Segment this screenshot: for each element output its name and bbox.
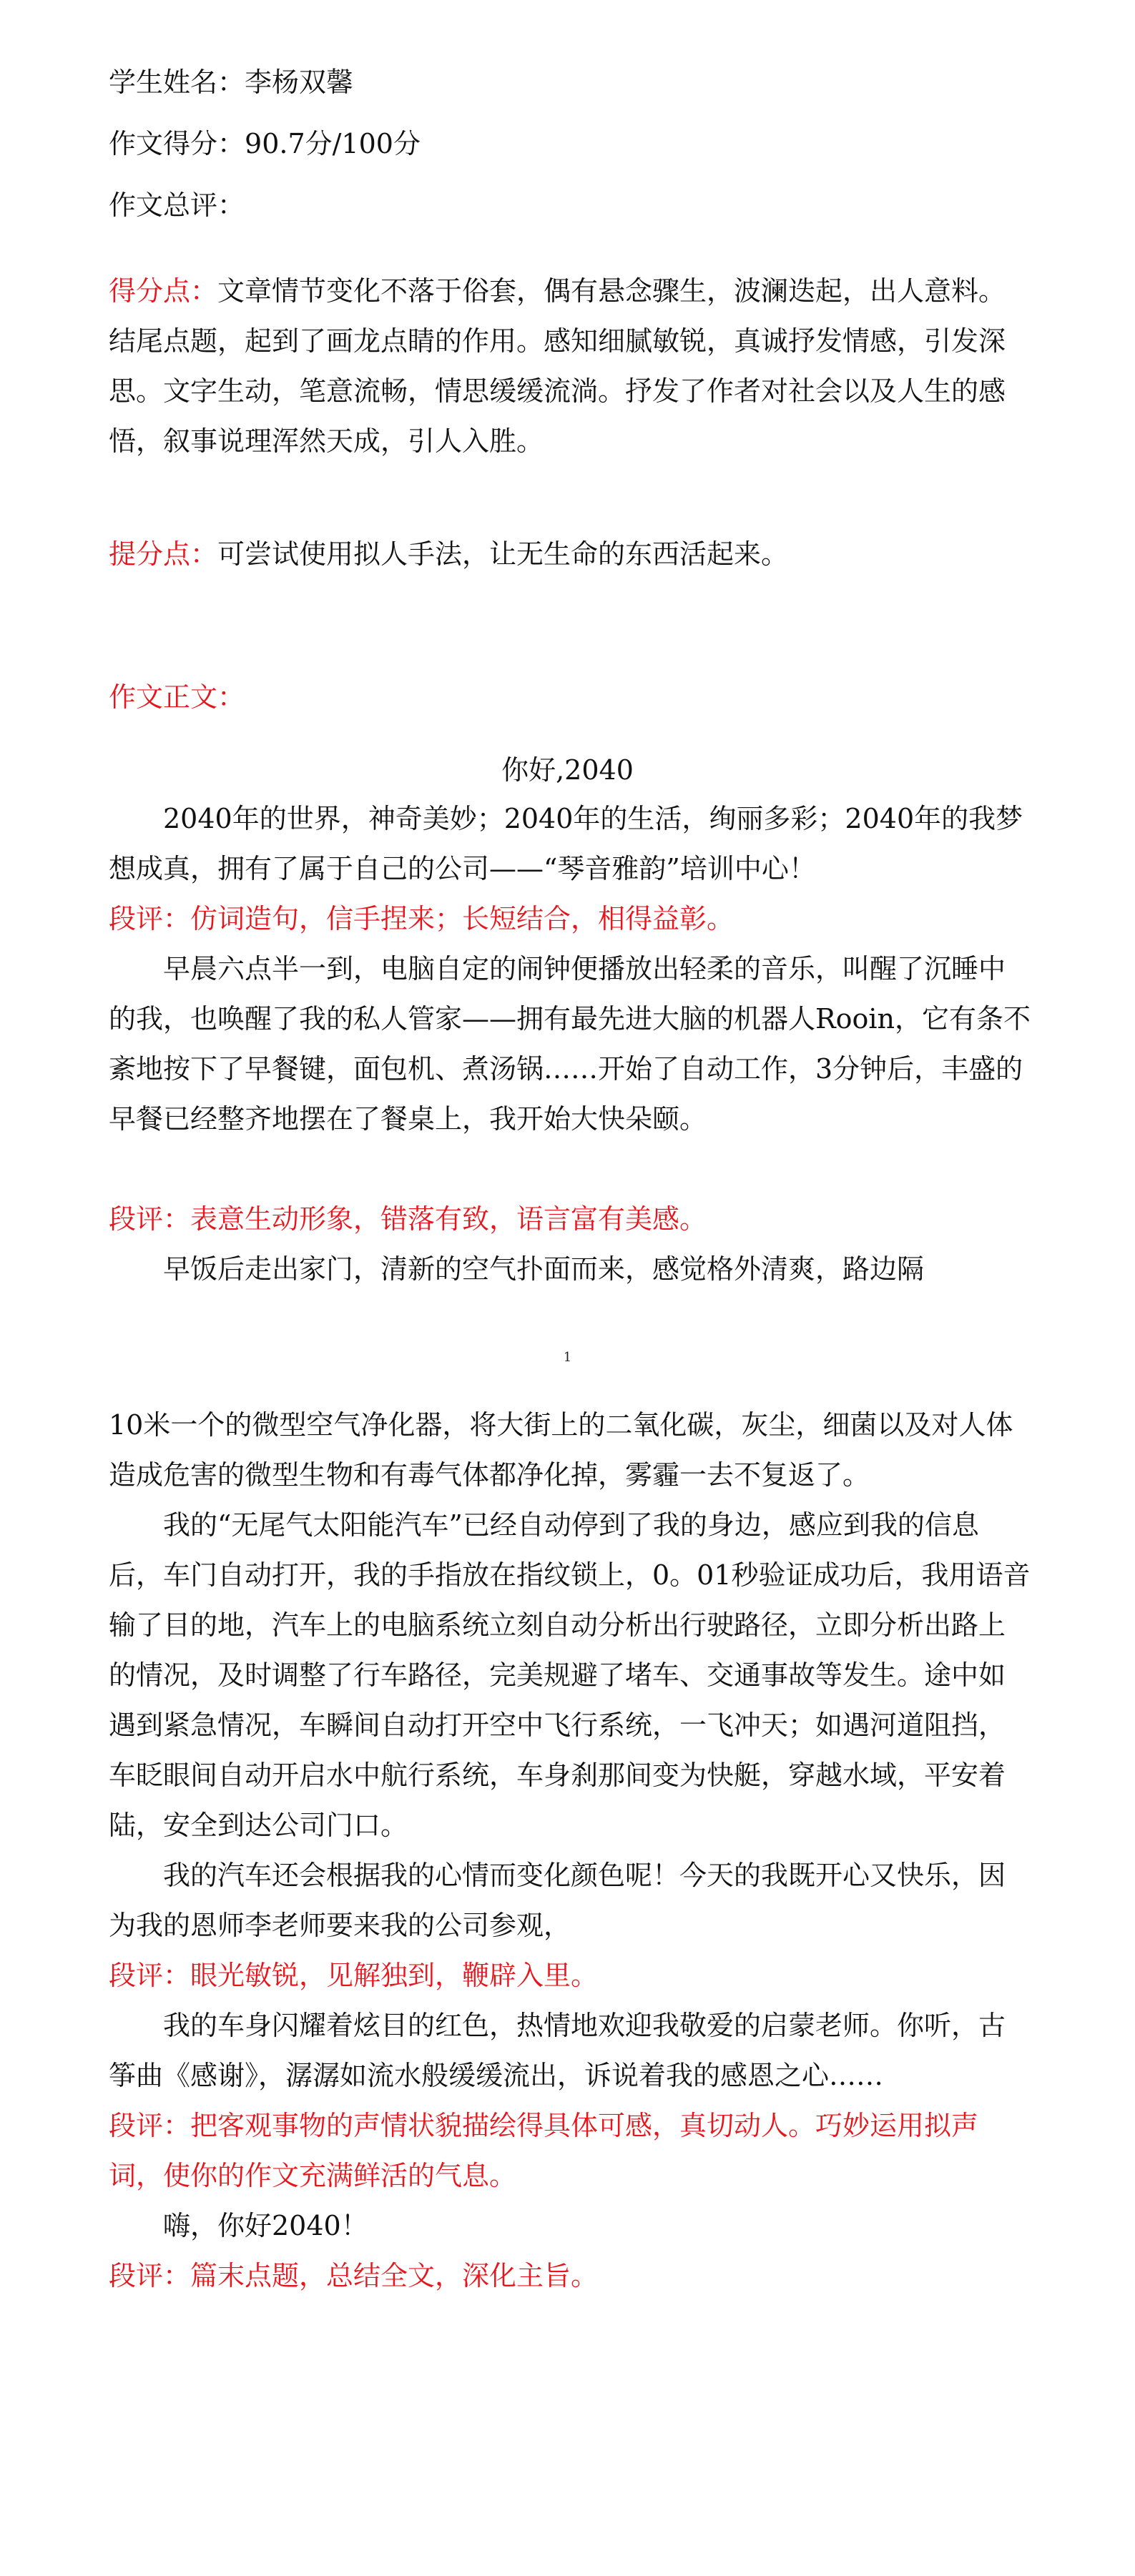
paragraph-comment-5: 段评：篇末点题，总结全文，深化主旨。: [109, 2260, 599, 2291]
paragraph-comment-4: 段评：把客观事物的声情状貌描绘得具体可感，真切动人。巧妙运用拟声词，使你的作文充满鲜活的气息。: [109, 2110, 979, 2191]
essay-paragraph-5: 我的汽车还会根据我的心情而变化颜色呢！今天的我既开心又快乐，因为我的恩师李老师要来我的公司参观，: [109, 1860, 1006, 1941]
essay-paragraph-4: 我的“无尾气太阳能汽车”已经自动停到了我的身边，感应到我的信息后，车门自动打开，我的手指放在指纹锁上，0。01秒验证成功后，我用语音输了目的地，汽车上的电脑系统立刻自动分析出行驶路径，立即分析出路上的情况，及时调整了行车路径，完美规避了堵车、交通事故等发生。途中如遇到紧急情况，车瞬间自动打开空中飞行系统，一飞冲天；如遇河道阻挡，车眨眼间自动开启水中航行系统，车身刹那间变为快艇，穿越水域，平安着陆，安全到达公司门口。: [109, 1509, 1031, 1841]
strengths-label: 得分点：: [109, 275, 218, 307]
essay-paragraph-1: 2040年的世界，神奇美妙；2040年的生活，绚丽多彩；2040年的我梦想成真，拥有了属于自己的公司——“琴音雅韵”培训中心！: [109, 803, 1023, 884]
paragraph-comment-1: 段评：仿词造句，信手捏来；长短结合，相得益彰。: [109, 903, 734, 934]
paragraph-comment-2: 段评：表意生动形象，错落有致，语言富有美感。: [109, 1203, 707, 1235]
essay-paragraph-2: 早晨六点半一到，电脑自定的闹钟便播放出轻柔的音乐，叫醒了沉睡中的我，也唤醒了我的私人管家——拥有最先进大脑的机器人Rooin，它有条不紊地按下了早餐键，面包机、煮汤锅……开始了自动工作，3分钟后，丰盛的早餐已经整齐地摆在了餐桌上，我开始大快朵颐。: [109, 953, 1031, 1135]
score-label: 作文得分：: [109, 128, 245, 159]
essay-title: 你好,2040: [501, 754, 634, 786]
strengths-text: 文章情节变化不落于俗套，偶有悬念骤生，波澜迭起，出人意料。结尾点题，起到了画龙点睛的作用。感知细腻敏锐，真诚抒发情感，引发深思。文字生动，笔意流畅，情思缓缓流淌。抒发了作者对社会以及人生的感悟，叙事说理浑然天成，引人入胜。: [109, 275, 1006, 457]
essay-section-label: 作文正文：: [109, 681, 245, 713]
essay-paragraph-3-start: 早饭后走出家门，清新的空气扑面而来，感觉格外清爽，路边隔: [163, 1253, 925, 1285]
page-number: 1: [563, 1350, 572, 1365]
essay-paragraph-3-end: 10米一个的微型空气净化器，将大街上的二氧化碳，灰尘，细菌以及对人体造成危害的微型生物和有毒气体都净化掉，雾霾一去不复返了。: [109, 1409, 1013, 1491]
score-row: [109, 130, 421, 157]
student-name-row: [109, 66, 354, 98]
improve-label: 提分点：: [109, 538, 218, 570]
essay-paragraph-6: 我的车身闪耀着炫目的红色，热情地欢迎我敬爱的启蒙老师。你听，古筝曲《感谢》，潺潺如流水般缓缓流出，诉说着我的感恩之心……: [109, 2010, 1006, 2091]
strengths-block: [109, 266, 1031, 466]
score-value: 90.7分/100分: [245, 128, 421, 159]
improve-block: [109, 529, 1031, 579]
paragraph-comment-3: 段评：眼光敏锐，见解独到，鞭辟入里。: [109, 1960, 599, 1991]
student-name: 李杨双馨: [245, 66, 354, 98]
essay-paragraph-7: 嗨，你好2040！: [163, 2210, 368, 2241]
student-name-label: 学生姓名：: [109, 66, 245, 98]
review-label: 作文总评：: [109, 189, 245, 221]
improve-text: 可尝试使用拟人手法，让无生命的东西活起来。: [217, 538, 789, 570]
review-heading: [109, 189, 245, 221]
